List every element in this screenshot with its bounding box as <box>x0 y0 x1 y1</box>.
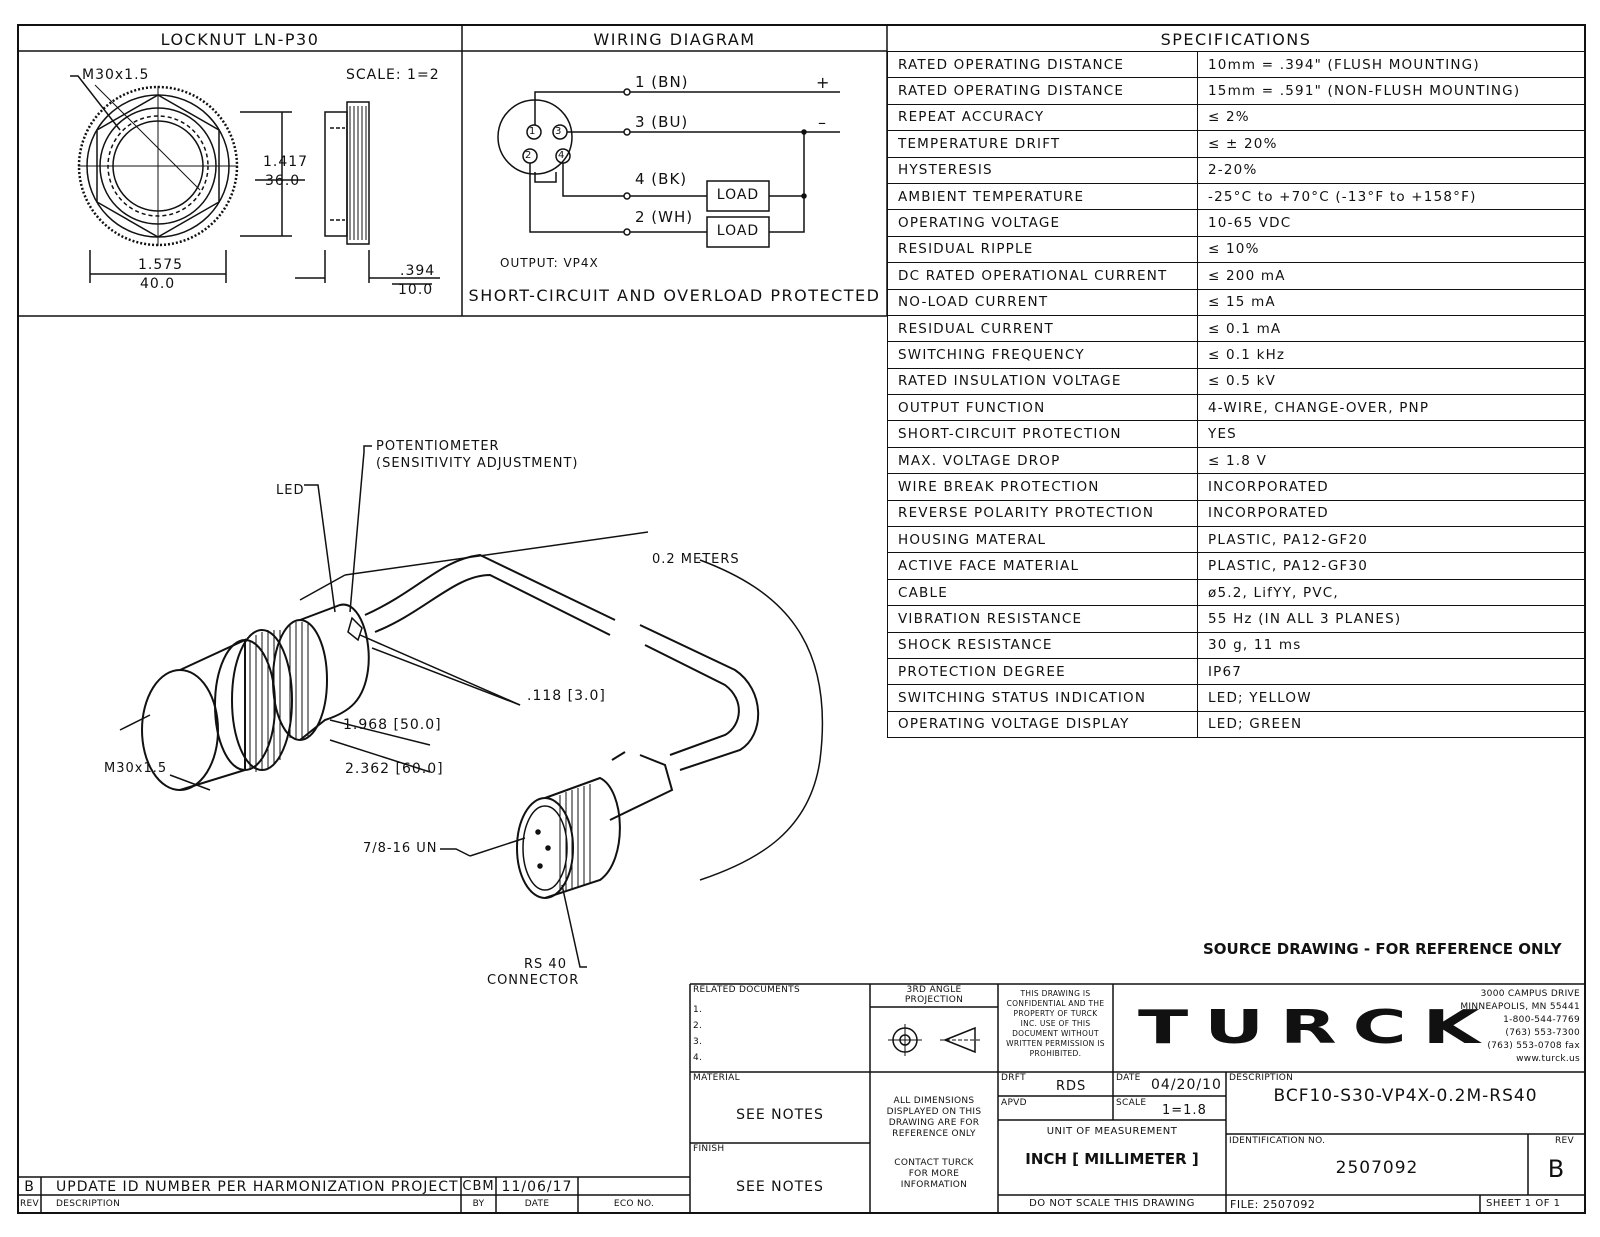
spec-parameter: OPERATING VOLTAGE DISPLAY <box>888 711 1198 737</box>
spec-row <box>888 395 1585 421</box>
do-not-scale-note: DO NOT SCALE THIS DRAWING <box>1029 1198 1195 1209</box>
confidential-note: THIS DRAWING IS CONFIDENTIAL AND THE PROPERTY OF TURCK INC. USE OF THIS DOCUMENT WITHOUT WRITTEN PERMISSION IS PROHIBITED. <box>1006 989 1105 1058</box>
spec-parameter: RESIDUAL CURRENT <box>888 315 1198 341</box>
revision-description: UPDATE ID NUMBER PER HARMONIZATION PROJECT <box>56 1179 459 1195</box>
locknut-thickness-in: .394 <box>400 263 436 279</box>
projection-line-2: PROJECTION <box>904 995 964 1005</box>
spec-row <box>888 579 1585 605</box>
contact-note: CONTACT TURCK FOR MORE INFORMATION <box>894 1158 974 1190</box>
spec-row <box>888 711 1585 737</box>
spec-row <box>888 157 1585 183</box>
description-label: DESCRIPTION <box>1229 1073 1294 1083</box>
spec-row <box>888 553 1585 579</box>
spec-row <box>888 606 1585 632</box>
wire-3-label: 3 (BU) <box>635 113 689 131</box>
date-label: DATE <box>1116 1073 1141 1083</box>
spec-parameter: TEMPERATURE DRIFT <box>888 131 1198 157</box>
spec-parameter: ACTIVE FACE MATERIAL <box>888 553 1198 579</box>
spec-row <box>888 632 1585 658</box>
pin-4-number: 4 <box>558 150 565 161</box>
wire-1-label: 1 (BN) <box>635 73 689 91</box>
dim-2362: 2.362 [60.0] <box>345 761 444 777</box>
spec-value: IP67 <box>1198 658 1585 684</box>
spec-row <box>888 289 1585 315</box>
led-label: LED <box>276 483 305 498</box>
spec-value: YES <box>1198 421 1585 447</box>
spec-value: ≤ 0.1 kHz <box>1198 342 1585 368</box>
spec-parameter: RATED INSULATION VOLTAGE <box>888 368 1198 394</box>
spec-parameter: AMBIENT TEMPERATURE <box>888 183 1198 209</box>
revision-header-eco: ECO NO. <box>613 1199 655 1209</box>
identification-label: IDENTIFICATION NO. <box>1229 1136 1326 1146</box>
spec-row <box>888 658 1585 684</box>
drft-value: RDS <box>1056 1079 1087 1094</box>
spec-value: PLASTIC, PA12-GF30 <box>1198 553 1585 579</box>
finish-value: SEE NOTES <box>736 1179 824 1195</box>
sensor-thread-label: M30x1.5 <box>104 761 168 776</box>
spec-value: ≤ 10% <box>1198 236 1585 262</box>
revision-header-by: BY <box>472 1199 485 1209</box>
material-value: SEE NOTES <box>736 1107 824 1123</box>
sensor-illustration <box>120 446 822 967</box>
dimensions-note: ALL DIMENSIONS DISPLAYED ON THIS DRAWING ARE FOR REFERENCE ONLY <box>886 1096 982 1139</box>
spec-parameter: RESIDUAL RIPPLE <box>888 236 1198 262</box>
spec-value: ø5.2, LifYY, PVC, <box>1198 579 1585 605</box>
pin-2-number: 2 <box>525 150 532 161</box>
spec-value: 10-65 VDC <box>1198 210 1585 236</box>
load-2-label: LOAD <box>716 223 760 239</box>
spec-value: ≤ ± 20% <box>1198 131 1585 157</box>
revision-header-rev: REV <box>20 1199 39 1209</box>
dim-118: .118 [3.0] <box>527 688 606 704</box>
related-documents-label: RELATED DOCUMENTS <box>693 985 800 995</box>
spec-row <box>888 210 1585 236</box>
identification-value: 2507092 <box>1335 1158 1419 1178</box>
spec-parameter: REVERSE POLARITY PROTECTION <box>888 500 1198 526</box>
spec-value: 55 Hz (IN ALL 3 PLANES) <box>1198 606 1585 632</box>
potentiometer-label: POTENTIOMETER <box>376 439 500 454</box>
spec-row <box>888 315 1585 341</box>
spec-parameter: SHORT-CIRCUIT PROTECTION <box>888 421 1198 447</box>
rev-value: B <box>1547 1155 1566 1183</box>
dim-1968: 1.968 [50.0] <box>343 717 442 733</box>
spec-row <box>888 131 1585 157</box>
revision-header-date: DATE <box>524 1199 550 1209</box>
output-label: OUTPUT: VP4X <box>500 256 599 270</box>
spec-row <box>888 52 1585 78</box>
spec-parameter: REPEAT ACCURACY <box>888 104 1198 130</box>
revision-rev: B <box>24 1179 35 1195</box>
locknut-width-in: 1.575 <box>138 257 184 273</box>
spec-value: ≤ 0.1 mA <box>1198 315 1585 341</box>
date-value: 04/20/10 <box>1151 1077 1222 1093</box>
locknut-side-view <box>295 102 440 284</box>
spec-row <box>888 447 1585 473</box>
spec-parameter: WIRE BREAK PROTECTION <box>888 474 1198 500</box>
sensitivity-label: (SENSITIVITY ADJUSTMENT) <box>376 456 579 471</box>
spec-row <box>888 500 1585 526</box>
specifications-table <box>887 51 1585 738</box>
projection-line-1: 3RD ANGLE <box>906 985 962 995</box>
load-1-label: LOAD <box>716 187 760 203</box>
locknut-height-in: 1.417 <box>263 154 309 170</box>
locknut-height-mm: 36.0 <box>265 173 301 189</box>
spec-row <box>888 236 1585 262</box>
pin-1-number: 1 <box>529 126 536 137</box>
file-label: FILE: 2507092 <box>1230 1198 1316 1211</box>
spec-value: 2-20% <box>1198 157 1585 183</box>
spec-value: ≤ 0.5 kV <box>1198 368 1585 394</box>
spec-row <box>888 183 1585 209</box>
spec-row <box>888 527 1585 553</box>
source-note: SOURCE DRAWING - FOR REFERENCE ONLY <box>1203 940 1562 958</box>
locknut-thickness-mm: 10.0 <box>398 282 434 298</box>
spec-parameter: VIBRATION RESISTANCE <box>888 606 1198 632</box>
related-doc-1: 1. <box>693 1005 703 1015</box>
spec-row <box>888 342 1585 368</box>
connector-label: CONNECTOR <box>487 973 580 988</box>
scale-value: 1=1.8 <box>1162 1103 1207 1118</box>
spec-value: ≤ 15 mA <box>1198 289 1585 315</box>
specifications-title: SPECIFICATIONS <box>1160 30 1312 49</box>
spec-parameter: CABLE <box>888 579 1198 605</box>
spec-value: LED; GREEN <box>1198 711 1585 737</box>
wire-3-terminal: – <box>818 113 827 132</box>
wiring-title: WIRING DIAGRAM <box>593 30 756 49</box>
spec-value: -25°C to +70°C (-13°F to +158°F) <box>1198 183 1585 209</box>
spec-row <box>888 104 1585 130</box>
unit-value: INCH [ MILLIMETER ] <box>1025 1150 1199 1168</box>
spec-value: PLASTIC, PA12-GF20 <box>1198 527 1585 553</box>
material-label: MATERIAL <box>693 1073 740 1083</box>
spec-parameter: DC RATED OPERATIONAL CURRENT <box>888 263 1198 289</box>
related-doc-2: 2. <box>693 1021 703 1031</box>
related-doc-4: 4. <box>693 1053 703 1063</box>
locknut-title: LOCKNUT LN-P30 <box>160 30 320 49</box>
connector-thread-label: 7/8-16 UN <box>363 841 438 856</box>
spec-parameter: PROTECTION DEGREE <box>888 658 1198 684</box>
spec-value: 4-WIRE, CHANGE-OVER, PNP <box>1198 395 1585 421</box>
company-address: 3000 CAMPUS DRIVE MINNEAPOLIS, MN 55441 1-800-544-7769 (763) 553-7300 (763) 553-0708 fax www.turck.us <box>1460 989 1580 1064</box>
spec-row <box>888 474 1585 500</box>
spec-row <box>888 421 1585 447</box>
spec-row <box>888 78 1585 104</box>
spec-parameter: MAX. VOLTAGE DROP <box>888 447 1198 473</box>
spec-parameter: RATED OPERATING DISTANCE <box>888 52 1198 78</box>
turck-logo: TURCK <box>1138 1000 1496 1054</box>
wire-4-label: 4 (BK) <box>635 170 688 188</box>
spec-parameter: OUTPUT FUNCTION <box>888 395 1198 421</box>
finish-label: FINISH <box>693 1144 725 1154</box>
scale-label: SCALE <box>1116 1098 1147 1108</box>
drft-label: DRFT <box>1001 1073 1026 1083</box>
locknut-scale: SCALE: 1=2 <box>346 67 440 83</box>
spec-value: LED; YELLOW <box>1198 685 1585 711</box>
spec-value: INCORPORATED <box>1198 500 1585 526</box>
spec-row <box>888 368 1585 394</box>
revision-date: 11/06/17 <box>501 1179 573 1195</box>
spec-value: ≤ 1.8 V <box>1198 447 1585 473</box>
spec-parameter: SHOCK RESISTANCE <box>888 632 1198 658</box>
cable-length-label: 0.2 METERS <box>652 552 740 567</box>
wire-1-terminal: + <box>816 73 831 92</box>
spec-row <box>888 685 1585 711</box>
locknut-width-mm: 40.0 <box>140 276 176 292</box>
spec-parameter: HYSTERESIS <box>888 157 1198 183</box>
spec-parameter: SWITCHING STATUS INDICATION <box>888 685 1198 711</box>
pin-3-number: 3 <box>555 126 562 137</box>
revision-header-description: DESCRIPTION <box>56 1199 121 1209</box>
spec-value: ≤ 200 mA <box>1198 263 1585 289</box>
connector-name-label: RS 40 <box>524 957 567 972</box>
spec-parameter: RATED OPERATING DISTANCE <box>888 78 1198 104</box>
spec-parameter: HOUSING MATERAL <box>888 527 1198 553</box>
spec-parameter: OPERATING VOLTAGE <box>888 210 1198 236</box>
spec-value: INCORPORATED <box>1198 474 1585 500</box>
spec-value: 10mm = .394" (FLUSH MOUNTING) <box>1198 52 1585 78</box>
apvd-label: APVD <box>1001 1098 1027 1108</box>
spec-value: 15mm = .591" (NON-FLUSH MOUNTING) <box>1198 78 1585 104</box>
rev-label: REV <box>1555 1136 1574 1146</box>
locknut-thread-label: M30x1.5 <box>82 67 150 83</box>
unit-label: UNIT OF MEASUREMENT <box>1046 1126 1178 1137</box>
spec-value: ≤ 2% <box>1198 104 1585 130</box>
sheet-label: SHEET 1 OF 1 <box>1486 1198 1561 1209</box>
protection-label: SHORT-CIRCUIT AND OVERLOAD PROTECTED <box>468 286 881 305</box>
wire-2-label: 2 (WH) <box>635 208 694 226</box>
spec-value: 30 g, 11 ms <box>1198 632 1585 658</box>
spec-parameter: NO-LOAD CURRENT <box>888 289 1198 315</box>
spec-row <box>888 263 1585 289</box>
revision-by: CBM <box>462 1179 495 1194</box>
description-value: BCF10-S30-VP4X-0.2M-RS40 <box>1273 1086 1538 1106</box>
spec-parameter: SWITCHING FREQUENCY <box>888 342 1198 368</box>
related-doc-3: 3. <box>693 1037 703 1047</box>
